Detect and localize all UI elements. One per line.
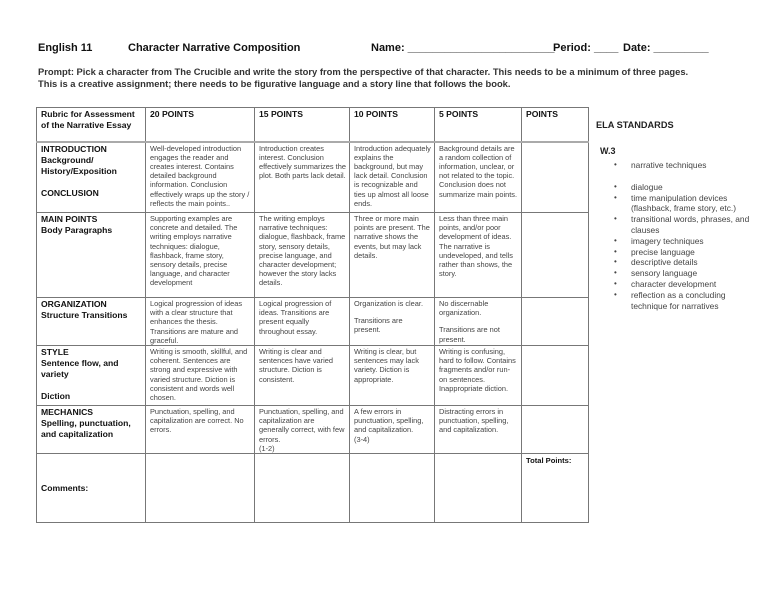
prompt-line-1: Prompt: Pick a character from The Crucible and write the story from the perspective of that character. This needs to be a minimum of three pages. (38, 66, 689, 77)
cell-5: Less than three main points, and/or poor development of ideas. The narrative is undeveloped, and tells rather than shows, the story. (435, 213, 522, 298)
comments-cell[interactable] (435, 454, 522, 523)
course-name: English 11 (38, 42, 93, 54)
rubric-row-organization (37, 298, 589, 346)
rubric-table (36, 107, 589, 523)
standard-item: • descriptive details (596, 257, 751, 268)
rubric-row-introduction (37, 142, 589, 213)
standard-item: • character development (596, 279, 751, 290)
standard-item: • sensory language (596, 268, 751, 279)
cell-15: The writing employs narrative techniques: dialogue, flashback, frame story, sensory details, precise language, and character development; however the story lacks details. (255, 213, 350, 298)
period-field[interactable]: Period: ____ (553, 42, 619, 54)
criteria-main-points: MAIN POINTS Body Paragraphs (37, 213, 146, 298)
cell-20: Punctuation, spelling, and capitalization are correct. No errors. (146, 406, 255, 454)
cell-15: Punctuation, spelling, and capitalization are generally correct, with few errors. (1-2) (255, 406, 350, 454)
standard-code: W.3 (600, 146, 616, 156)
comments-cell[interactable] (146, 454, 255, 523)
standard-item: • dialogue (596, 182, 751, 193)
rubric-row-mechanics (37, 406, 589, 454)
cell-20: Writing is smooth, skillful, and coherent. Sentences are strong and expressive with varied structure. Diction is consistent and words well chosen. (146, 346, 255, 406)
document-header (38, 42, 738, 56)
rubric-row-comments (37, 454, 589, 523)
ela-standards-title: ELA STANDARDS (596, 120, 674, 130)
header-20-points: 20 POINTS (146, 108, 255, 142)
points-cell[interactable] (522, 298, 589, 346)
cell-10: A few errors in punctuation, spelling, and capitalization. (3-4) (350, 406, 435, 454)
assignment-title: Character Narrative Composition (128, 42, 301, 54)
rubric-row-style (37, 346, 589, 406)
criteria-organization: ORGANIZATION Structure Transitions (37, 298, 146, 346)
comments-label: Comments: (37, 454, 146, 523)
cell-10: Introduction adequately explains the background, but may lack detail. Conclusion is recognizable and ties up almost all loose ends. (350, 142, 435, 213)
standard-item: • narrative techniques (596, 160, 751, 171)
cell-15: Writing is clear and sentences have varied structure. Diction is consistent. (255, 346, 350, 406)
name-field[interactable]: Name: ________________________ (371, 42, 555, 54)
cell-15: Logical progression of ideas. Transitions are present equally throughout essay. (255, 298, 350, 346)
header-criteria: Rubric for Assessment of the Narrative Essay (37, 108, 146, 142)
header-15-points: 15 POINTS (255, 108, 350, 142)
standard-item: • precise language (596, 247, 751, 258)
cell-20: Logical progression of ideas with a clear structure that enhances the thesis. Transitions are mature and graceful. (146, 298, 255, 346)
standard-item: • reflection as a concluding technique for narratives (596, 290, 751, 312)
points-cell[interactable] (522, 142, 589, 213)
comments-cell[interactable] (255, 454, 350, 523)
criteria-mechanics: MECHANICS Spelling, punctuation, and capitalization (37, 406, 146, 454)
points-cell[interactable] (522, 346, 589, 406)
cell-5: Writing is confusing, hard to follow. Contains fragments and/or run-on sentences. Inappropriate diction. (435, 346, 522, 406)
criteria-introduction: INTRODUCTION Background/ History/Exposition CONCLUSION (37, 142, 146, 213)
header-points: POINTS (522, 108, 589, 142)
rubric-row-main-points (37, 213, 589, 298)
assignment-prompt (38, 66, 758, 90)
cell-10: Three or more main points are present. The narrative shows the events, but may lack details. (350, 213, 435, 298)
standard-item: • transitional words, phrases, and clauses (596, 214, 751, 236)
cell-5: Background details are a random collection of information, unclear, or not related to the topic. Conclusion does not summarize main points. (435, 142, 522, 213)
criteria-style: STYLE Sentence flow, and variety Diction (37, 346, 146, 406)
standard-item: • imagery techniques (596, 236, 751, 247)
total-points-label[interactable]: Total Points: (522, 454, 589, 523)
header-10-points: 10 POINTS (350, 108, 435, 142)
standard-item: • time manipulation devices (flashback, frame story, etc.) (596, 193, 751, 215)
cell-20: Well-developed introduction engages the reader and creates interest. Contains detailed background information. Conclusion effectively wraps up the story / reflects the main points.. (146, 142, 255, 213)
points-cell[interactable] (522, 213, 589, 298)
header-5-points: 5 POINTS (435, 108, 522, 142)
prompt-line-2: This is a creative assignment; there needs to be figurative language and a story line that follows the book. (38, 78, 511, 89)
standards-list (596, 160, 766, 311)
cell-5: Distracting errors in punctuation, spelling, and capitalization. (435, 406, 522, 454)
ela-standards-panel (596, 120, 766, 311)
cell-10: Writing is clear, but sentences may lack variety. Diction is appropriate. (350, 346, 435, 406)
cell-10: Organization is clear. Transitions are present. (350, 298, 435, 346)
cell-5: No discernable organization. Transitions are not present. (435, 298, 522, 346)
points-cell[interactable] (522, 406, 589, 454)
cell-15: Introduction creates interest. Conclusion effectively summarizes the plot. Both parts lack detail. (255, 142, 350, 213)
comments-cell[interactable] (350, 454, 435, 523)
rubric-header-row (37, 108, 589, 142)
cell-20: Supporting examples are concrete and detailed. The writing employs narrative techniques: dialogue, flashback, frame story, sensory details, precise language, and character development (146, 213, 255, 298)
date-field[interactable]: Date: _________ (623, 42, 709, 54)
